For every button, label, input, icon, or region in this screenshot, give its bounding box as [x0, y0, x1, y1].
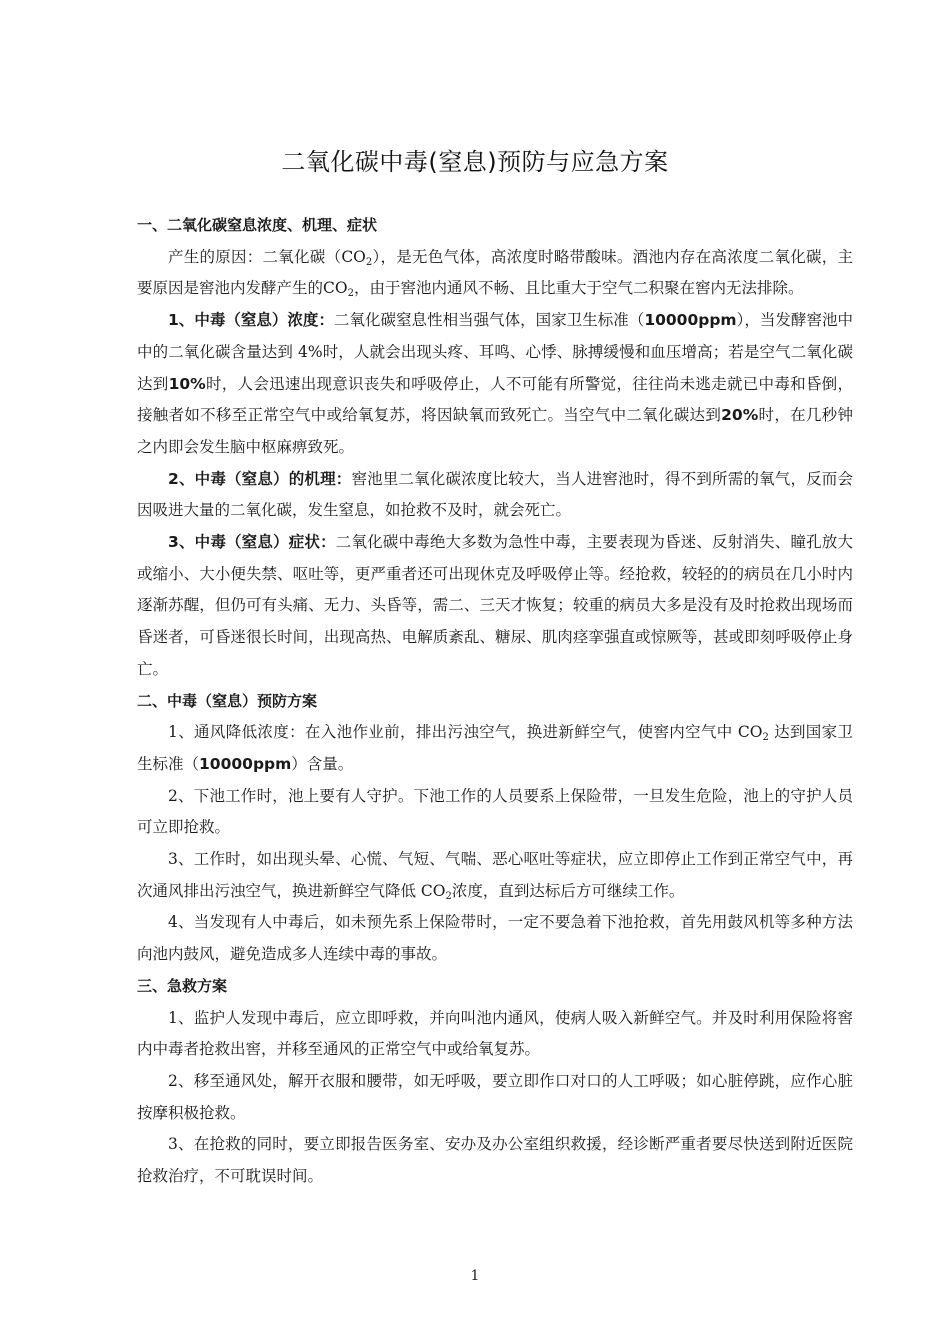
mechanism-text: 窖池里二氧化碳浓度比较大，当人进窖池时，得不到所需的氧气，反而会因吸进大量的二氧化碳，发生窒息，如抢救不及时，就会死亡。 [137, 469, 853, 520]
prevention-item-2: 2、下池工作时，池上要有人守护。下池工作的人员要系上保险带，一旦发生危险，池上的守护人员可立即抢救。 [137, 786, 853, 837]
symptoms-text: 二氧化碳中毒绝大多数为急性中毒，主要表现为昏迷、反射消失、瞳孔放大或缩小、大小便失禁、呕吐等，更严重者还可出现休克及呼吸停止等。经抢救，较轻的的病员在几小时内逐渐苏醒，但仍可有头痛、无力、头昏等，需二、三天才恢复；较重的病员大多是没有及时抢救出现场而昏迷者，可昏迷很长时间，出现高热、电解质紊乱、糖尿、肌肉痉挛强直或惊厥等，甚或即刻呼吸停止身亡。 [137, 533, 853, 678]
concentration-paragraph [137, 305, 853, 464]
mechanism-label: 2、中毒（窒息）的机理： [168, 469, 352, 488]
prevention-item-3 [137, 844, 853, 907]
rescue-item-3: 3、在抢救的同时，要立即报告医务室、安办及办公室组织救援，经诊断严重者要尽快送到附近医院抢救治疗，不可耽误时间。 [137, 1135, 853, 1186]
symptoms-label: 3、中毒（窒息）症状： [168, 533, 336, 552]
section-heading-2: 二、中毒（窒息）预防方案 [137, 691, 318, 710]
cause-text-c: ，由于窖池内通风不畅、且比重大于空气二积聚在窖内无法排除。 [353, 279, 804, 298]
standard-value: 10000ppm [644, 311, 737, 330]
concentration-text-4: 时，在几秒钟之内即会发生脑中枢麻痹致死。 [137, 406, 853, 456]
mechanism-paragraph [137, 464, 853, 527]
symptoms-paragraph [137, 527, 853, 686]
twenty-percent-value: 20% [721, 406, 759, 425]
co2-subscript: 2 [365, 256, 373, 268]
rescue-item-2: 2、移至通风处，解开衣服和腰带，如无呼吸，要立即作口对口的人工呼吸；如心脏停跳，应作心脏 按摩积极抢救。 [137, 1071, 853, 1122]
prevention-1-text-c: ）含量。 [291, 754, 354, 773]
concentration-text-1: 二氧化碳窒息性相当强气体，国家卫生标准（ [333, 311, 645, 330]
concentration-text-2: ），当发酵窖池中中的二氧化碳含量达到 4%时，人就会出现头疼、耳鸣、心悸、脉搏缓慢和血压增高；若是空气二氧化碳达到 [137, 311, 853, 393]
concentration-label: 1、中毒（窒息）浓度： [168, 311, 334, 330]
co2-subscript: 2 [762, 732, 769, 744]
prevention-3-text-a: 3、工作时，如出现头晕、心慌、气短、气喘、恶心呕吐等症状，应立即停止工作到正常空气中，再次通风排出污浊空气，换进新鲜空气降低 CO [137, 850, 853, 900]
document-title: 二氧化碳中毒(窒息)预防与应急方案 [281, 148, 669, 176]
ten-percent-value: 10% [168, 374, 206, 393]
concentration-text-3: 时，人会迅速出现意识丧失和呼吸停止，人不可能有所警觉，往往尚未逃走就已中毒和昏倒，接触者如不移至正常空气中或给氧复苏，将因缺氧而致死亡。当空气中二氧化碳达到 [137, 374, 853, 425]
co2-subscript: 2 [347, 288, 354, 300]
prevention-item-4: 4、当发现有人中毒后，如未预先系上保险带时，一定不要急着下池抢救，首先用鼓风机等多种方法向池内鼓风，避免造成多人连续中毒的事故。 [137, 913, 853, 964]
prevention-1-text-a: 1、通风降低浓度：在入池作业前，排出污浊空气，换进新鲜空气，使窖内空气中 CO [168, 723, 763, 742]
page-number: 1 [470, 1268, 480, 1284]
rescue-item-1: 1、监护人发现中毒后，应立即呼救，并向叫池内通风，使病人吸入新鲜空气。并及时利用保险将窖内中毒者抢救出窖，并移至通风的正常空气中或给氧复苏。 [137, 1008, 853, 1059]
section-heading-3: 三、急救方案 [137, 976, 228, 995]
cause-text-a: 产生的原因：二氧化碳（CO [168, 247, 366, 266]
section-heading-1: 一、二氧化碳窒息浓度、机理、症状 [137, 216, 378, 234]
standard-value: 10000ppm [199, 754, 292, 773]
prevention-1-text-b: 达到国家卫生标准（ [137, 723, 853, 773]
document-body [137, 210, 853, 1193]
cause-text-b: ），是无色气体，高浓度时略带酸味。酒池内存在高浓度二氧化碳，主要原因是窖池内发酵产生的CO [137, 247, 853, 298]
cause-paragraph [137, 242, 853, 305]
prevention-3-text-b: 浓度，直到达标后方可继续工作。 [451, 881, 685, 900]
co2-subscript: 2 [445, 890, 452, 902]
prevention-item-1 [137, 717, 853, 780]
